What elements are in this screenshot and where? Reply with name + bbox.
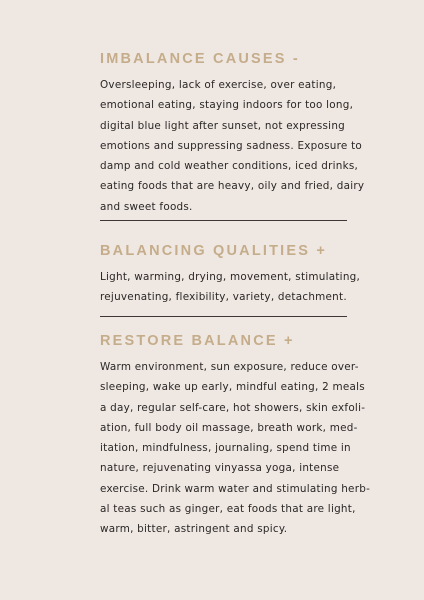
text-line: emotional eating, staying indoors for too long,	[100, 99, 354, 112]
section-divider	[100, 220, 347, 221]
section-body-balancing-qualities	[100, 267, 360, 308]
text-line: itation, mindfulness, journaling, spend time in	[100, 442, 351, 455]
section-title-imbalance-causes: IMBALANCE CAUSES -	[100, 51, 300, 67]
text-line: a day, regular self-care, hot showers, skin exfoli-	[100, 401, 366, 414]
text-line: eating foods that are heavy, oily and fried, dairy	[100, 180, 365, 193]
text-line: damp and cold weather conditions, iced drinks,	[100, 160, 359, 173]
text-line: and sweet foods.	[100, 200, 193, 213]
section-imbalance-causes	[100, 50, 364, 217]
text-line: Light, warming, drying, movement, stimulating,	[100, 271, 361, 283]
text-line: exercise. Drink warm water and stimulating herb-	[100, 482, 371, 495]
text-line: Warm environment, sun exposure, reduce over-	[100, 361, 359, 373]
text-line: ation, full body oil massage, breath work, med-	[100, 421, 358, 434]
section-balancing-qualities	[100, 242, 360, 308]
text-line: emotions and suppressing sadness. Exposure to	[100, 139, 363, 152]
text-line: nature, rejuvenating vinyassa yoga, intense	[100, 462, 340, 475]
text-line: digital blue light after sunset, not expressing	[100, 119, 346, 132]
text-line: al teas such as ginger, eat foods that are light,	[100, 503, 356, 516]
section-body-restore-balance	[100, 357, 370, 540]
section-divider	[100, 316, 347, 317]
text-line: warm, bitter, astringent and spicy.	[100, 523, 288, 536]
text-line: Oversleeping, lack of exercise, over eating,	[100, 79, 337, 91]
section-restore-balance	[100, 332, 370, 540]
text-line: rejuvenating, flexibility, variety, detachment.	[100, 291, 347, 304]
section-body-imbalance-causes	[100, 75, 364, 217]
section-title-balancing-qualities: BALANCING QUALITIES +	[100, 243, 328, 259]
section-title-restore-balance: RESTORE BALANCE +	[100, 333, 295, 349]
text-line: sleeping, wake up early, mindful eating, 2 meals	[100, 381, 365, 394]
